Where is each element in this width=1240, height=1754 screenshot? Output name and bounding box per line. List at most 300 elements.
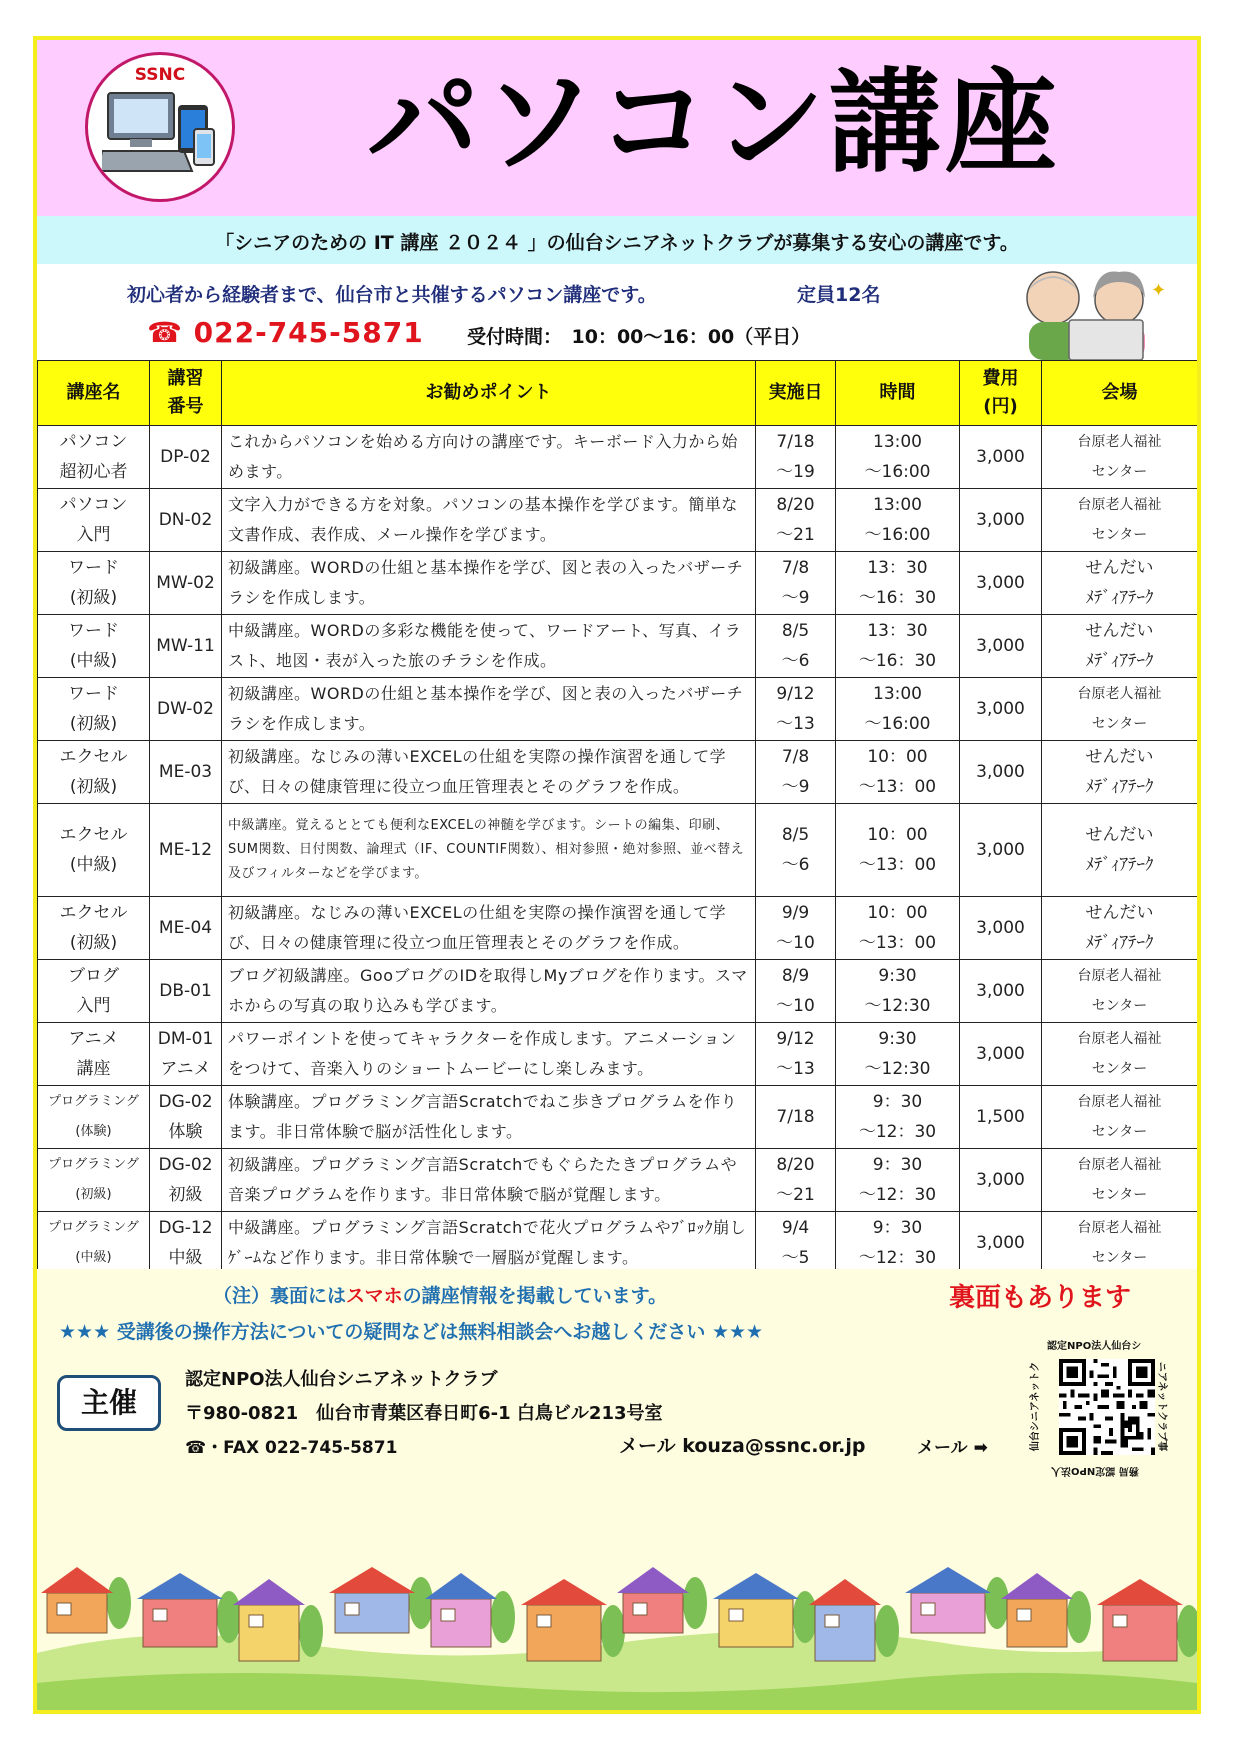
course-time-cell [836, 1086, 960, 1149]
course-venue-cell [1042, 897, 1198, 960]
course-name-line1: ワード [68, 684, 119, 704]
course-name-line2: (初級) [69, 588, 118, 608]
course-venue-line1: 台原老人福祉 [1077, 1031, 1162, 1047]
course-time-line2: ～13：00 [858, 855, 937, 875]
course-point: 中級講座。WORDの多彩な機能を使って、ワードアート、写真、イラスト、地図・表が入った旅のチラシを作成。 [228, 621, 742, 670]
course-fee: 3,000 [976, 699, 1025, 719]
course-name-cell [38, 1086, 150, 1149]
course-code-cell [150, 960, 222, 1023]
course-venue-line2: ﾒﾃﾞｨｱﾃｰｸ [1085, 855, 1154, 875]
house [143, 1599, 217, 1647]
house [815, 1605, 875, 1661]
course-name-line2: 入門 [76, 525, 111, 545]
course-time-cell [836, 741, 960, 804]
house [1103, 1605, 1177, 1661]
course-venue-line1: 台原老人福祉 [1077, 1094, 1162, 1110]
course-code-cell [150, 897, 222, 960]
course-name-cell [38, 1149, 150, 1212]
course-name-line1: ブログ [68, 966, 119, 986]
course-date-line1: 8/5 [781, 825, 810, 845]
course-date-line2: ～5 [781, 1248, 810, 1268]
course-name-line1: エクセル [59, 747, 128, 767]
course-name-line1: ワード [68, 621, 119, 641]
course-name-cell [38, 1212, 150, 1275]
course-time-cell [836, 489, 960, 552]
course-date-cell [756, 426, 836, 489]
course-venue-line1: 台原老人福祉 [1077, 1220, 1162, 1236]
course-name-line1: プログラミング [48, 1094, 139, 1109]
course-fee-cell [960, 552, 1042, 615]
course-date-cell [756, 615, 836, 678]
house-window [1017, 1609, 1031, 1621]
course-code: MW-11 [156, 636, 215, 656]
course-time-line2: ～13：00 [858, 933, 937, 953]
header-banner [37, 40, 1197, 216]
course-venue-cell [1042, 426, 1198, 489]
course-fee: 3,000 [976, 1233, 1025, 1253]
course-time-cell [836, 426, 960, 489]
course-date-cell [756, 1212, 836, 1275]
course-name-cell [38, 897, 150, 960]
course-code-line2: 体験 [168, 1122, 203, 1142]
note-highlight: スマホ [346, 1285, 403, 1307]
course-code-cell [150, 1086, 222, 1149]
qr-caption-left: 仙台シニアネットク [1030, 1361, 1042, 1452]
course-venue-line2: ﾒﾃﾞｨｱﾃｰｸ [1085, 651, 1154, 671]
course-time-line1: 9：30 [872, 1092, 923, 1112]
course-venue-cell [1042, 741, 1198, 804]
course-time-line1: 13:00 [873, 495, 922, 515]
course-point-cell [222, 804, 756, 897]
course-code: MW-02 [156, 573, 215, 593]
tel-fax: ☎・FAX 022-745-5871 [185, 1438, 398, 1458]
course-date-line1: 7/8 [781, 747, 810, 767]
house-roof [521, 1579, 607, 1605]
house [623, 1593, 683, 1633]
course-time-cell [836, 960, 960, 1023]
course-venue-line1: せんだい [1085, 621, 1154, 641]
course-date-cell [756, 1086, 836, 1149]
capacity-text: 定員12名 [797, 284, 881, 306]
course-point-cell [222, 552, 756, 615]
house-window [249, 1615, 263, 1627]
phone-number: ☎ 022-745-5871 [147, 316, 424, 349]
header-code-line1: 講習 [167, 368, 204, 389]
course-date-line1: 8/20 [776, 1155, 815, 1175]
course-point: ブログ初級講座。GooブログのIDを取得しMyブログを作ります。スマホからの写真の取り込みも学びます。 [228, 966, 748, 1015]
course-venue-line2: ﾒﾃﾞｨｱﾃｰｸ [1085, 933, 1154, 953]
course-code-cell [150, 678, 222, 741]
course-name-line1: プログラミング [48, 1157, 139, 1172]
course-name-cell [38, 489, 150, 552]
course-time-line1: 9:30 [878, 1029, 917, 1049]
course-time-line2: ～12:30 [864, 1059, 931, 1079]
course-time-line2: ～12：30 [858, 1248, 937, 1268]
header-time: 時間 [836, 361, 960, 426]
course-venue-cell [1042, 552, 1198, 615]
course-venue-line2: センター [1091, 1250, 1148, 1266]
course-date-cell [756, 489, 836, 552]
course-point-cell [222, 426, 756, 489]
course-venue-line2: ﾒﾃﾞｨｱﾃｰｸ [1085, 777, 1154, 797]
course-venue-line2: センター [1091, 1187, 1148, 1203]
house [527, 1605, 601, 1661]
house-window [153, 1609, 167, 1621]
course-date-cell [756, 741, 836, 804]
course-time-line2: ～13：00 [858, 777, 937, 797]
qr-caption-top: 認定NPO法人仙台シ [1047, 1341, 1142, 1352]
house [431, 1599, 491, 1647]
course-date-line2: ～10 [776, 996, 815, 1016]
course-time-line2: ～16：30 [858, 588, 937, 608]
course-date-cell [756, 678, 836, 741]
course-name-line2: (初級) [75, 1187, 112, 1202]
house-roof [1097, 1579, 1183, 1605]
house-roof [41, 1567, 113, 1593]
course-name-line2: 講座 [76, 1059, 111, 1079]
course-table-body [38, 426, 1198, 1275]
course-code-cell [150, 741, 222, 804]
course-venue-cell [1042, 960, 1198, 1023]
course-name-line1: エクセル [59, 903, 128, 923]
header-course-code [150, 361, 222, 426]
course-venue-cell [1042, 615, 1198, 678]
course-code: DB-01 [159, 981, 212, 1001]
course-date-line1: 9/4 [781, 1218, 810, 1238]
course-name-line2: (中級) [75, 1250, 112, 1265]
tree [875, 1605, 899, 1657]
course-fee-cell [960, 1086, 1042, 1149]
course-time-cell [836, 615, 960, 678]
course-name-cell [38, 678, 150, 741]
house-roof [329, 1567, 415, 1593]
course-point: これからパソコンを始める方向けの講座です。キーボード入力から始めます。 [228, 432, 738, 481]
course-venue-line2: ﾒﾃﾞｨｱﾃｰｸ [1085, 588, 1154, 608]
course-code-cell [150, 426, 222, 489]
qr-code[interactable] [1059, 1359, 1155, 1455]
course-name-line1: プログラミング [48, 1220, 139, 1235]
course-time-line1: 10：00 [867, 747, 928, 767]
house-roof [425, 1573, 497, 1599]
course-fee-cell [960, 426, 1042, 489]
back-side-notice: 裏面もあります [949, 1283, 1132, 1313]
course-venue-cell [1042, 1149, 1198, 1212]
course-time-line2: ～12：30 [858, 1185, 937, 1205]
course-date-line2: ～13 [776, 714, 815, 734]
mail-arrow-label: メール ➡ [917, 1438, 988, 1458]
senior-couple-illustration [1015, 260, 1195, 360]
course-venue-line2: センター [1091, 1061, 1148, 1077]
course-code: ME-12 [158, 840, 213, 860]
course-code-line1: DG-12 [158, 1218, 213, 1238]
course-fee: 3,000 [976, 510, 1025, 530]
course-fee: 3,000 [976, 636, 1025, 656]
course-time-line1: 9:30 [878, 966, 917, 986]
reception-hours: 受付時間： 10：00～16：00（平日） [467, 326, 811, 348]
note-prefix: （注）裏面には [213, 1285, 347, 1307]
header-date: 実施日 [756, 361, 836, 426]
header-venue: 会場 [1042, 361, 1198, 426]
course-time-line2: ～16：30 [858, 651, 937, 671]
course-time-cell [836, 1023, 960, 1086]
course-code-line1: DM-01 [157, 1029, 214, 1049]
organization-address: 〒980-0821 仙台市青葉区春日町6-1 白鳥ビル213号室 [185, 1403, 663, 1424]
course-time-line1: 13：30 [867, 621, 928, 641]
course-date-cell [756, 1023, 836, 1086]
course-code: ME-04 [158, 918, 213, 938]
course-name-line2: (初級) [69, 933, 118, 953]
tree [985, 1577, 1009, 1629]
course-venue-cell [1042, 1086, 1198, 1149]
course-time-line1: 10：00 [867, 903, 928, 923]
course-time-line1: 9：30 [872, 1155, 923, 1175]
header-course-name: 講座名 [38, 361, 150, 426]
course-time-cell [836, 897, 960, 960]
course-name-cell [38, 552, 150, 615]
course-name-cell [38, 960, 150, 1023]
course-date-line2: ～21 [776, 1185, 815, 1205]
course-name-line1: パソコン [59, 432, 128, 452]
course-code-cell [150, 489, 222, 552]
course-date-line1: 8/20 [776, 495, 815, 515]
house-window [825, 1615, 839, 1627]
tree [683, 1577, 707, 1629]
course-point-cell [222, 741, 756, 804]
table-header-row [38, 361, 1198, 426]
house [47, 1593, 107, 1633]
course-fee: 1,500 [976, 1107, 1025, 1127]
house [239, 1605, 299, 1661]
course-name-line1: パソコン [59, 495, 128, 515]
course-name-line1: アニメ [68, 1029, 119, 1049]
course-time-line2: ～16:00 [864, 714, 931, 734]
course-fee: 3,000 [976, 1044, 1025, 1064]
course-fee: 3,000 [976, 981, 1025, 1001]
house-roof [713, 1573, 799, 1599]
course-time-line2: ～16:00 [864, 462, 931, 482]
course-fee-cell [960, 1212, 1042, 1275]
course-date-cell [756, 897, 836, 960]
course-time-cell [836, 1149, 960, 1212]
course-point: 中級講座。プログラミング言語Scratchで花火プログラムやﾌﾞﾛｯｸ崩しｹﾞｰﾑなど作ります。非日常体験で一層脳が覚醒します。 [228, 1218, 747, 1267]
qr-caption-bottom: 務局 認定NPO法人 [1051, 1465, 1139, 1476]
course-fee-cell [960, 960, 1042, 1023]
course-time-line1: 13:00 [873, 684, 922, 704]
organization-name: 認定NPO法人仙台シニアネットクラブ [185, 1369, 498, 1390]
course-venue-line1: 台原老人福祉 [1077, 1157, 1162, 1173]
course-date: 7/18 [776, 1107, 815, 1127]
course-fee: 3,000 [976, 447, 1025, 467]
table-row [38, 615, 1198, 678]
course-name-line2: (体験) [75, 1124, 112, 1139]
course-name-line2: 超初心者 [59, 462, 128, 482]
course-fee: 3,000 [976, 840, 1025, 860]
course-point: 体験講座。プログラミング言語Scratchでねこ歩きプログラムを作ります。非日常体験で脳が活性化します。 [228, 1092, 738, 1141]
course-time-line2: ～12：30 [858, 1122, 937, 1142]
course-code-cell [150, 615, 222, 678]
subtitle: 「シニアのための IT 講座 ２０２４ 」の仙台シニアネットクラブが募集する安心の講座です。 [215, 232, 1019, 254]
table-row [38, 552, 1198, 615]
footer-section [37, 1269, 1197, 1714]
course-point: 初級講座。WORDの仕組と基本操作を学び、図と表の入ったバザーチラシを作成します。 [228, 684, 744, 733]
course-venue-cell [1042, 1212, 1198, 1275]
table-row [38, 1212, 1198, 1275]
course-point-cell [222, 1023, 756, 1086]
course-time-line1: 10：00 [867, 825, 928, 845]
header-fee-line1: 費用 [982, 368, 1019, 389]
flyer-frame [33, 36, 1201, 1714]
course-venue-line1: せんだい [1085, 558, 1154, 578]
course-code-cell [150, 552, 222, 615]
course-point-cell [222, 1086, 756, 1149]
table-row [38, 678, 1198, 741]
course-venue-cell [1042, 1023, 1198, 1086]
course-date-cell [756, 1149, 836, 1212]
course-name-line1: エクセル [59, 825, 128, 845]
tree [299, 1605, 323, 1657]
course-fee-cell [960, 1149, 1042, 1212]
course-code-cell [150, 804, 222, 897]
computer-icon [102, 87, 220, 179]
tree [601, 1605, 625, 1657]
house-roof [905, 1567, 991, 1593]
course-fee-cell [960, 741, 1042, 804]
ssnc-logo [85, 52, 235, 202]
course-venue-cell [1042, 489, 1198, 552]
course-point-cell [222, 1149, 756, 1212]
course-fee-cell [960, 897, 1042, 960]
course-fee: 3,000 [976, 918, 1025, 938]
course-point: 初級講座。なじみの薄いEXCELの仕組を実際の操作演習を通して学び、日々の健康管理に役立つ血圧管理表とそのグラフを作成。 [228, 903, 727, 952]
email-address[interactable]: メール kouza@ssnc.or.jp [619, 1435, 866, 1457]
table-row [38, 1149, 1198, 1212]
qr-caption-right: ニアネットクラブ事 [1156, 1361, 1168, 1452]
course-date-line1: 8/5 [781, 621, 810, 641]
course-point: 初級講座。なじみの薄いEXCELの仕組を実際の操作演習を通して学び、日々の健康管理に役立つ血圧管理表とそのグラフを作成。 [228, 747, 727, 796]
course-venue-line2: センター [1091, 1124, 1148, 1140]
course-name-line2: (中級) [69, 855, 118, 875]
course-code-cell [150, 1212, 222, 1275]
course-code: DP-02 [160, 447, 211, 467]
course-date-line2: ～9 [781, 588, 810, 608]
course-name-line1: ワード [68, 558, 119, 578]
course-name-cell [38, 426, 150, 489]
course-date-line2: ～6 [781, 855, 810, 875]
course-date-cell [756, 804, 836, 897]
course-fee-cell [960, 1023, 1042, 1086]
course-name-cell [38, 1023, 150, 1086]
course-venue-line1: 台原老人福祉 [1077, 497, 1162, 513]
course-fee-cell [960, 615, 1042, 678]
course-date-line2: ～10 [776, 933, 815, 953]
course-date-cell [756, 960, 836, 1023]
course-time-cell [836, 552, 960, 615]
course-venue-cell [1042, 804, 1198, 897]
house-roof [137, 1573, 223, 1599]
house-window [441, 1609, 455, 1621]
house-window [633, 1603, 647, 1615]
course-date-line2: ～6 [781, 651, 810, 671]
course-point: 初級講座。WORDの仕組と基本操作を学び、図と表の入ったバザーチラシを作成します。 [228, 558, 744, 607]
course-point-cell [222, 615, 756, 678]
course-code-line2: 中級 [168, 1248, 203, 1268]
course-date-line2: ～9 [781, 777, 810, 797]
course-venue-line1: せんだい [1085, 825, 1154, 845]
table-row [38, 897, 1198, 960]
course-venue-line2: センター [1091, 998, 1148, 1014]
table-row [38, 960, 1198, 1023]
tree [409, 1577, 433, 1629]
course-date-line2: ～21 [776, 525, 815, 545]
logo-text: SSNC [134, 65, 186, 85]
course-point: 文字入力ができる方を対象。パソコンの基本操作を学びます。簡単な文書作成、表作成、メール操作を学びます。 [228, 495, 738, 544]
course-venue-cell [1042, 678, 1198, 741]
course-time-cell [836, 678, 960, 741]
page-title: パソコン講座 [367, 58, 1061, 188]
house-window [537, 1615, 551, 1627]
course-time-line1: 13：30 [867, 558, 928, 578]
course-name-line2: (中級) [69, 651, 118, 671]
course-name-line2: 入門 [76, 996, 111, 1016]
course-fee: 3,000 [976, 762, 1025, 782]
course-venue-line2: センター [1091, 527, 1148, 543]
course-date-line1: 9/12 [776, 1029, 815, 1049]
course-venue-line1: 台原老人福祉 [1077, 968, 1162, 984]
course-code-line2: アニメ [160, 1059, 211, 1079]
course-code: ME-03 [158, 762, 213, 782]
table-row [38, 741, 1198, 804]
course-venue-line1: せんだい [1085, 903, 1154, 923]
course-venue-line1: 台原老人福祉 [1077, 434, 1162, 450]
course-point-cell [222, 897, 756, 960]
course-venue-line2: センター [1091, 716, 1148, 732]
host-label: 主催 [57, 1375, 161, 1431]
course-fee: 3,000 [976, 573, 1025, 593]
course-point-cell [222, 678, 756, 741]
course-time-line2: ～12:30 [864, 996, 931, 1016]
course-code-line1: DG-02 [158, 1155, 213, 1175]
course-point: パワーポイントを使ってキャラクターを作成します。アニメーションをつけて、音楽入りのショートムービーにし楽しみます。 [228, 1029, 737, 1078]
course-venue-line1: 台原老人福祉 [1077, 686, 1162, 702]
course-name-cell [38, 804, 150, 897]
course-point: 初級講座。プログラミング言語Scratchでもぐらたたきプログラムや音楽プログラムを作ります。非日常体験で脳が覚醒します。 [228, 1155, 738, 1204]
course-code: DN-02 [158, 510, 213, 530]
header-fee-line2: (円) [983, 396, 1018, 417]
house-window [1113, 1615, 1127, 1627]
table-row [38, 489, 1198, 552]
house-roof [617, 1567, 689, 1593]
course-code: DW-02 [157, 699, 214, 719]
course-fee-cell [960, 678, 1042, 741]
course-date-line1: 8/9 [781, 966, 810, 986]
course-fee-cell [960, 804, 1042, 897]
course-time-line1: 9：30 [872, 1218, 923, 1238]
house-roof [1001, 1573, 1073, 1599]
course-code-line2: 初級 [168, 1185, 203, 1205]
table-row [38, 426, 1198, 489]
course-time-line2: ～16:00 [864, 525, 931, 545]
course-time-line1: 13:00 [873, 432, 922, 452]
course-table [37, 360, 1198, 1275]
qr-code-block [1030, 1339, 1177, 1479]
course-venue-line1: せんだい [1085, 747, 1154, 767]
course-name-line2: (初級) [69, 714, 118, 734]
house-window [921, 1603, 935, 1615]
course-name-cell [38, 615, 150, 678]
course-date-line2: ～19 [776, 462, 815, 482]
course-date-cell [756, 552, 836, 615]
town-illustration [37, 1483, 1197, 1714]
